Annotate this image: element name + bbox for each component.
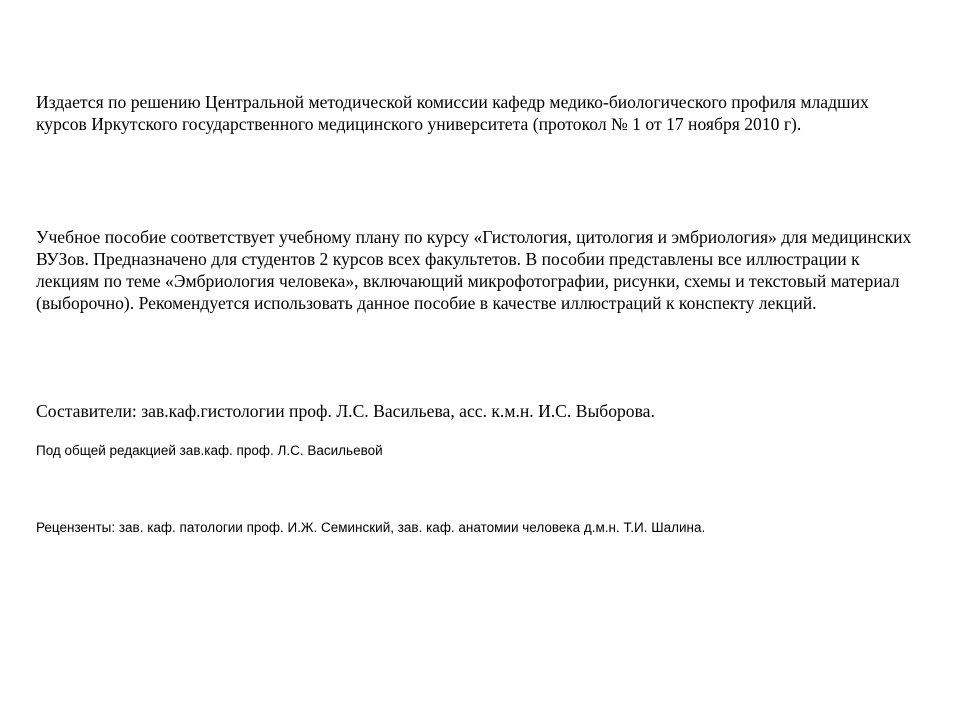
publication-note: Издается по решению Центральной методической комиссии кафедр медико-биологического профиля младших курсов Иркутского государственного медицинского университета (протокол № 1 от 17 ноября 2010 г). (36, 92, 869, 134)
compilers-line: Составители: зав.каф.гистологии проф. Л.С. Васильева, асс. к.м.н. И.С. Выборова. (36, 401, 655, 421)
description-paragraph: Учебное пособие соответствует учебному плану по курсу «Гистология, цитология и эмбриология» для медицинских ВУЗов. Предназначено для студентов 2 курсов всех факультетов. В пособии представлены все иллюстрации к лекциям по теме «Эмбриология человека», включающий микрофотографии, рисунки, схемы и текстовый материал (выборочно). Рекомендуется использовать данное пособие в качестве иллюстраций к конспекту лекций. (36, 227, 912, 313)
reviewers-line: Рецензенты: зав. каф. патологии проф. И.Ж. Семинский, зав. каф. анатомии человека д.м.н. Т.И. Шалина. (36, 520, 706, 535)
editor-line: Под общей редакцией зав.каф. проф. Л.С. Васильевой (36, 443, 383, 458)
